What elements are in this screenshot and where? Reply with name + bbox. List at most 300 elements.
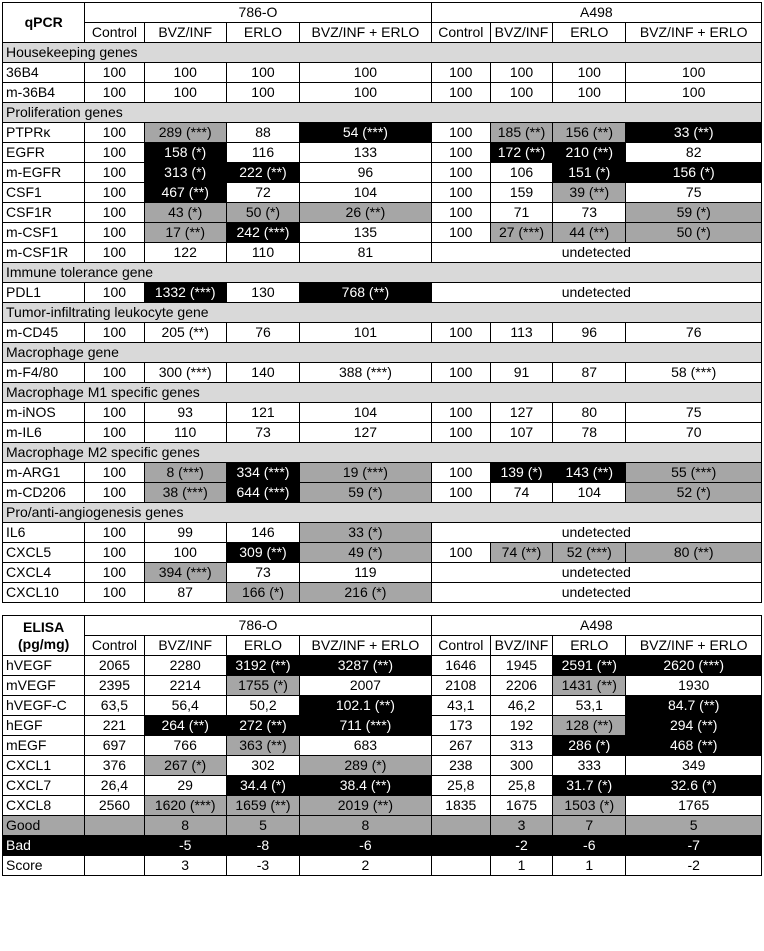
qpcr-column-header-cell: Control [431, 23, 490, 43]
value-cell: 75 [626, 403, 762, 423]
value-cell: 100 [85, 223, 144, 243]
value-cell: 56,4 [144, 696, 226, 716]
value-cell: 2007 [300, 676, 432, 696]
value-cell: 221 [85, 716, 144, 736]
section-title: Macrophage M2 specific genes [3, 443, 762, 463]
value-cell: 110 [226, 243, 299, 263]
elisa-column-header-cell: ERLO [226, 636, 299, 656]
elisa-column-header-cell: Control [85, 636, 144, 656]
undetected-cell: undetected [431, 563, 761, 583]
spacer-row [3, 603, 762, 616]
value-cell: 127 [300, 423, 432, 443]
value-cell: 58 (***) [626, 363, 762, 383]
table-row [3, 716, 762, 736]
value-cell: 267 [431, 736, 490, 756]
gene-label: CXCL8 [3, 796, 85, 816]
summary-cell: -5 [144, 836, 226, 856]
value-cell: 2560 [85, 796, 144, 816]
elisa-column-header [3, 636, 762, 656]
table-row [3, 403, 762, 423]
elisa-group-header [3, 616, 762, 636]
gene-label: CSF1R [3, 203, 85, 223]
gene-label: hEGF [3, 716, 85, 736]
value-cell: 100 [431, 483, 490, 503]
summary-cell: 5 [226, 816, 299, 836]
qpcr-group-header-cell: A498 [431, 3, 761, 23]
value-cell: 19 (***) [300, 463, 432, 483]
section-title: Proliferation genes [3, 103, 762, 123]
value-cell: 1620 (***) [144, 796, 226, 816]
table-row [3, 796, 762, 816]
value-cell: 50,2 [226, 696, 299, 716]
qpcr-title-cell [3, 3, 85, 43]
value-cell: 3287 (**) [300, 656, 432, 676]
value-cell: 238 [431, 756, 490, 776]
value-cell: 73 [553, 203, 626, 223]
value-cell: 104 [300, 183, 432, 203]
value-cell: 264 (**) [144, 716, 226, 736]
value-cell: 2108 [431, 676, 490, 696]
undetected-cell: undetected [431, 243, 761, 263]
value-cell: 100 [300, 63, 432, 83]
gene-label: CXCL5 [3, 543, 85, 563]
summary-row-good [3, 816, 762, 836]
value-cell: 100 [144, 83, 226, 103]
summary-cell: 1 [490, 856, 552, 876]
value-cell: 172 (**) [490, 143, 552, 163]
value-cell: 100 [85, 483, 144, 503]
value-cell: 100 [431, 163, 490, 183]
value-cell: 100 [431, 143, 490, 163]
value-cell: 683 [300, 736, 432, 756]
value-cell: 1646 [431, 656, 490, 676]
value-cell: 110 [144, 423, 226, 443]
value-cell: 50 (*) [226, 203, 299, 223]
value-cell: 43,1 [431, 696, 490, 716]
value-cell: 100 [85, 403, 144, 423]
value-cell: 100 [85, 183, 144, 203]
value-cell: 75 [626, 183, 762, 203]
value-cell: 8 (***) [144, 463, 226, 483]
value-cell: 216 (*) [300, 583, 432, 603]
value-cell: 2214 [144, 676, 226, 696]
value-cell: 128 (**) [553, 716, 626, 736]
value-cell: 3192 (**) [226, 656, 299, 676]
value-cell: 133 [300, 143, 432, 163]
summary-cell: -6 [553, 836, 626, 856]
table-row [3, 63, 762, 83]
value-cell: 100 [85, 83, 144, 103]
gene-label: m-CD206 [3, 483, 85, 503]
value-cell: 107 [490, 423, 552, 443]
elisa-column-header-cell: BVZ/INF [490, 636, 552, 656]
value-cell: 289 (***) [144, 123, 226, 143]
value-cell: 100 [431, 323, 490, 343]
summary-cell: 8 [144, 816, 226, 836]
value-cell: 38.4 (**) [300, 776, 432, 796]
section-header [3, 43, 762, 63]
value-cell: 210 (**) [553, 143, 626, 163]
value-cell: 100 [144, 63, 226, 83]
value-cell: 34.4 (*) [226, 776, 299, 796]
gene-label: PDL1 [3, 283, 85, 303]
value-cell: 116 [226, 143, 299, 163]
value-cell: 74 (**) [490, 543, 552, 563]
section-header [3, 503, 762, 523]
value-cell: 99 [144, 523, 226, 543]
value-cell: 2395 [85, 676, 144, 696]
value-cell: 70 [626, 423, 762, 443]
undetected-cell: undetected [431, 523, 761, 543]
summary-cell: 1 [553, 856, 626, 876]
table-row [3, 363, 762, 383]
value-cell: 313 [490, 736, 552, 756]
elisa-subtitle: (pg/mg) [17, 635, 70, 652]
gene-label: m-36B4 [3, 83, 85, 103]
value-cell: 31.7 (*) [553, 776, 626, 796]
gene-label: CXCL10 [3, 583, 85, 603]
value-cell: 100 [431, 203, 490, 223]
summary-label: Good [3, 816, 85, 836]
value-cell: 100 [431, 223, 490, 243]
value-cell: 100 [226, 83, 299, 103]
table-row [3, 323, 762, 343]
value-cell: 38 (***) [144, 483, 226, 503]
value-cell: 91 [490, 363, 552, 383]
gene-label: CXCL7 [3, 776, 85, 796]
value-cell: 2591 (**) [553, 656, 626, 676]
gene-label: PTPRκ [3, 123, 85, 143]
value-cell: 192 [490, 716, 552, 736]
gene-label: hVEGF [3, 656, 85, 676]
section-title: Tumor-infiltrating leukocyte gene [3, 303, 762, 323]
section-header [3, 443, 762, 463]
gene-label: m-CSF1R [3, 243, 85, 263]
table-row [3, 563, 762, 583]
summary-cell: -3 [226, 856, 299, 876]
elisa-column-header-cell: Control [431, 636, 490, 656]
value-cell: 100 [85, 543, 144, 563]
value-cell: 272 (**) [226, 716, 299, 736]
elisa-group-header-cell: A498 [431, 616, 761, 636]
value-cell: 100 [626, 83, 762, 103]
summary-cell: 5 [626, 816, 762, 836]
gene-label: 36B4 [3, 63, 85, 83]
value-cell: 100 [85, 283, 144, 303]
value-cell: 286 (*) [553, 736, 626, 756]
summary-cell: -6 [300, 836, 432, 856]
table-row [3, 776, 762, 796]
value-cell: 59 (*) [626, 203, 762, 223]
table-row [3, 463, 762, 483]
value-cell: 84.7 (**) [626, 696, 762, 716]
value-cell: 33 (*) [300, 523, 432, 543]
elisa-column-header-cell: BVZ/INF [144, 636, 226, 656]
table-row [3, 676, 762, 696]
value-cell: 313 (*) [144, 163, 226, 183]
value-cell: 1431 (**) [553, 676, 626, 696]
value-cell: 63,5 [85, 696, 144, 716]
gene-label: m-CSF1 [3, 223, 85, 243]
table-row [3, 736, 762, 756]
section-header [3, 343, 762, 363]
table-row [3, 243, 762, 263]
value-cell: 140 [226, 363, 299, 383]
elisa-title-cell [3, 616, 85, 656]
value-cell: 100 [85, 583, 144, 603]
value-cell: 100 [85, 523, 144, 543]
value-cell: 1755 (*) [226, 676, 299, 696]
gene-label: m-EGFR [3, 163, 85, 183]
value-cell: 711 (***) [300, 716, 432, 736]
value-cell: 100 [226, 63, 299, 83]
value-cell: 333 [553, 756, 626, 776]
section-header [3, 263, 762, 283]
value-cell: 49 (*) [300, 543, 432, 563]
value-cell: 121 [226, 403, 299, 423]
qpcr-column-header-cell: BVZ/INF + ERLO [626, 23, 762, 43]
summary-cell: 7 [553, 816, 626, 836]
value-cell: 82 [626, 143, 762, 163]
undetected-cell: undetected [431, 283, 761, 303]
elisa-column-header-cell: BVZ/INF + ERLO [300, 636, 432, 656]
value-cell: 185 (**) [490, 123, 552, 143]
value-cell: 43 (*) [144, 203, 226, 223]
qpcr-group-header [3, 3, 762, 23]
value-cell: 100 [85, 563, 144, 583]
gene-label: m-F4/80 [3, 363, 85, 383]
value-cell: 87 [144, 583, 226, 603]
value-cell: 768 (**) [300, 283, 432, 303]
gene-label: m-iNOS [3, 403, 85, 423]
summary-cell: 3 [490, 816, 552, 836]
qpcr-column-header [3, 23, 762, 43]
undetected-cell: undetected [431, 583, 761, 603]
value-cell: 100 [553, 83, 626, 103]
table-row [3, 423, 762, 443]
qpcr-column-header-cell: ERLO [226, 23, 299, 43]
value-cell: 44 (**) [553, 223, 626, 243]
gene-label: m-CD45 [3, 323, 85, 343]
value-cell: 2065 [85, 656, 144, 676]
value-cell: 100 [626, 63, 762, 83]
value-cell: 1675 [490, 796, 552, 816]
value-cell: 2620 (***) [626, 656, 762, 676]
value-cell: 104 [300, 403, 432, 423]
table-row [3, 203, 762, 223]
value-cell: 76 [226, 323, 299, 343]
value-cell: 74 [490, 483, 552, 503]
value-cell: 78 [553, 423, 626, 443]
summary-cell: -2 [490, 836, 552, 856]
value-cell: 100 [431, 183, 490, 203]
qpcr-column-header-cell: ERLO [553, 23, 626, 43]
value-cell: 100 [85, 323, 144, 343]
table-row [3, 483, 762, 503]
value-cell: 53,1 [553, 696, 626, 716]
value-cell: 100 [85, 463, 144, 483]
value-cell: 88 [226, 123, 299, 143]
value-cell: 100 [431, 543, 490, 563]
value-cell: 113 [490, 323, 552, 343]
value-cell: 100 [300, 83, 432, 103]
value-cell: 100 [431, 123, 490, 143]
value-cell: 135 [300, 223, 432, 243]
value-cell: 2280 [144, 656, 226, 676]
gene-label: CXCL1 [3, 756, 85, 776]
value-cell: 173 [431, 716, 490, 736]
value-cell: 309 (**) [226, 543, 299, 563]
summary-cell [431, 836, 490, 856]
value-cell: 100 [85, 423, 144, 443]
value-cell: 289 (*) [300, 756, 432, 776]
value-cell: 54 (***) [300, 123, 432, 143]
section-title: Pro/anti-angiogenesis genes [3, 503, 762, 523]
value-cell: 100 [431, 83, 490, 103]
value-cell: 151 (*) [553, 163, 626, 183]
value-cell: 166 (*) [226, 583, 299, 603]
value-cell: 39 (**) [553, 183, 626, 203]
table-row [3, 123, 762, 143]
value-cell: 300 [490, 756, 552, 776]
value-cell: 100 [85, 123, 144, 143]
section-header [3, 303, 762, 323]
value-cell: 1765 [626, 796, 762, 816]
value-cell: 363 (**) [226, 736, 299, 756]
value-cell: 71 [490, 203, 552, 223]
summary-cell: 8 [300, 816, 432, 836]
table-row [3, 83, 762, 103]
summary-cell: -7 [626, 836, 762, 856]
value-cell: 96 [300, 163, 432, 183]
table-row [3, 163, 762, 183]
table-row [3, 756, 762, 776]
value-cell: 334 (***) [226, 463, 299, 483]
value-cell: 29 [144, 776, 226, 796]
gene-label: EGFR [3, 143, 85, 163]
value-cell: 122 [144, 243, 226, 263]
summary-row-score [3, 856, 762, 876]
table-row [3, 183, 762, 203]
value-cell: 100 [85, 143, 144, 163]
elisa-title: ELISA [23, 618, 65, 635]
value-cell: 25,8 [431, 776, 490, 796]
gene-label: mVEGF [3, 676, 85, 696]
value-cell: 100 [553, 63, 626, 83]
value-cell: 33 (**) [626, 123, 762, 143]
value-cell: 50 (*) [626, 223, 762, 243]
value-cell: 81 [300, 243, 432, 263]
value-cell: 644 (***) [226, 483, 299, 503]
summary-label: Bad [3, 836, 85, 856]
table-row [3, 543, 762, 563]
value-cell: 294 (**) [626, 716, 762, 736]
value-cell: 87 [553, 363, 626, 383]
value-cell: 100 [431, 463, 490, 483]
value-cell: 52 (***) [553, 543, 626, 563]
section-title: Macrophage gene [3, 343, 762, 363]
value-cell: 467 (**) [144, 183, 226, 203]
value-cell: 127 [490, 403, 552, 423]
spacer-cell [3, 603, 762, 616]
section-title: Immune tolerance gene [3, 263, 762, 283]
table-row [3, 583, 762, 603]
value-cell: 76 [626, 323, 762, 343]
value-cell: 100 [85, 363, 144, 383]
value-cell: 100 [431, 403, 490, 423]
value-cell: 96 [553, 323, 626, 343]
section-title: Housekeeping genes [3, 43, 762, 63]
value-cell: 388 (***) [300, 363, 432, 383]
value-cell: 100 [490, 83, 552, 103]
value-cell: 100 [85, 163, 144, 183]
value-cell: 106 [490, 163, 552, 183]
table-row [3, 143, 762, 163]
value-cell: 93 [144, 403, 226, 423]
summary-label: Score [3, 856, 85, 876]
value-cell: 101 [300, 323, 432, 343]
summary-row-bad [3, 836, 762, 856]
summary-cell: 3 [144, 856, 226, 876]
value-cell: 1945 [490, 656, 552, 676]
value-cell: 158 (*) [144, 143, 226, 163]
gene-label: CXCL4 [3, 563, 85, 583]
results-table [2, 2, 762, 876]
summary-cell [85, 816, 144, 836]
qpcr-column-header-cell: BVZ/INF [144, 23, 226, 43]
value-cell: 242 (***) [226, 223, 299, 243]
section-header [3, 383, 762, 403]
value-cell: 222 (**) [226, 163, 299, 183]
gene-label: IL6 [3, 523, 85, 543]
value-cell: 102.1 (**) [300, 696, 432, 716]
qpcr-column-header-cell: BVZ/INF [490, 23, 552, 43]
value-cell: 55 (***) [626, 463, 762, 483]
summary-cell [431, 816, 490, 836]
value-cell: 376 [85, 756, 144, 776]
table-row [3, 283, 762, 303]
value-cell: 80 [553, 403, 626, 423]
value-cell: 100 [431, 423, 490, 443]
value-cell: 349 [626, 756, 762, 776]
value-cell: 52 (*) [626, 483, 762, 503]
value-cell: 104 [553, 483, 626, 503]
table-row [3, 523, 762, 543]
gene-label: mEGF [3, 736, 85, 756]
value-cell: 25,8 [490, 776, 552, 796]
value-cell: 394 (***) [144, 563, 226, 583]
summary-cell [85, 856, 144, 876]
gene-label: hVEGF-C [3, 696, 85, 716]
value-cell: 1835 [431, 796, 490, 816]
value-cell: 2206 [490, 676, 552, 696]
gene-label: m-ARG1 [3, 463, 85, 483]
value-cell: 100 [85, 243, 144, 263]
value-cell: 159 [490, 183, 552, 203]
qpcr-title: qPCR [24, 14, 63, 30]
value-cell: 80 (**) [626, 543, 762, 563]
section-header [3, 103, 762, 123]
elisa-group-header-cell: 786-O [85, 616, 431, 636]
summary-cell: 2 [300, 856, 432, 876]
value-cell: 302 [226, 756, 299, 776]
summary-cell [431, 856, 490, 876]
value-cell: 73 [226, 563, 299, 583]
qpcr-group-header-cell: 786-O [85, 3, 431, 23]
table-row [3, 696, 762, 716]
gene-label: m-IL6 [3, 423, 85, 443]
value-cell: 143 (**) [553, 463, 626, 483]
